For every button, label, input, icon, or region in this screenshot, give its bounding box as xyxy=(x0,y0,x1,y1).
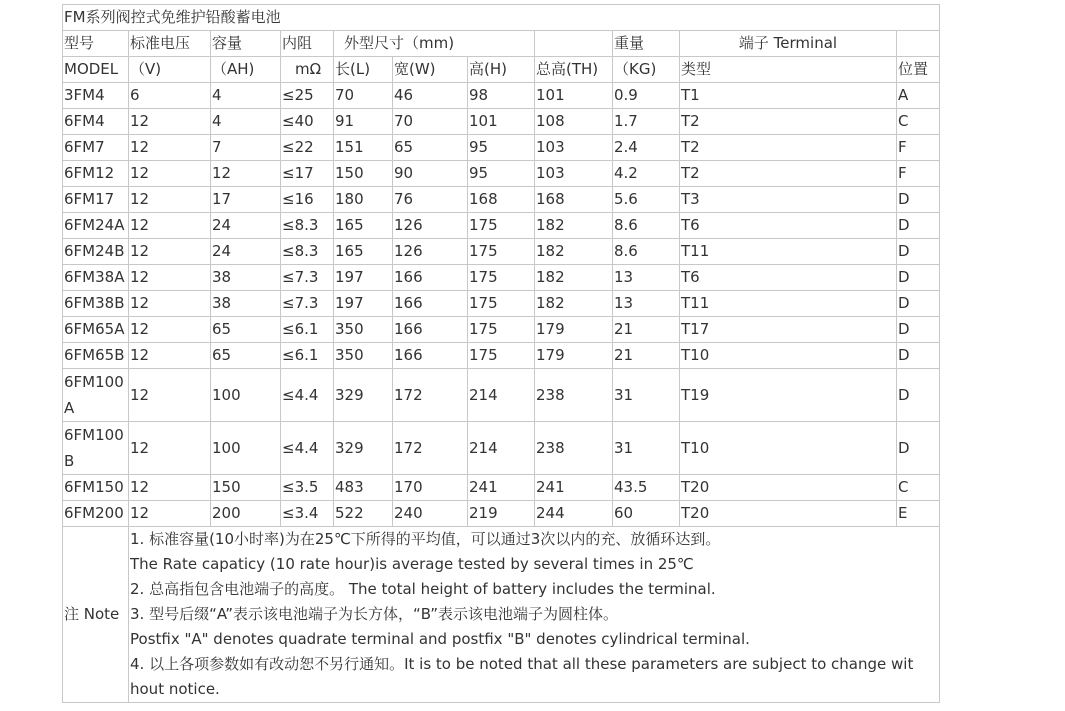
cell-voltage: 12 xyxy=(129,501,211,527)
cell-position: D xyxy=(897,317,940,343)
cell-model: 6FM12 xyxy=(63,161,129,187)
table-row xyxy=(63,135,940,161)
cell-terminal-type: T19 xyxy=(680,369,897,422)
cell-width: 65 xyxy=(393,135,468,161)
cell-capacity: 12 xyxy=(211,161,281,187)
cell-resistance: ≤40 xyxy=(281,109,334,135)
header-blank xyxy=(535,31,613,57)
subheader-resistance: mΩ xyxy=(281,57,334,83)
note-line: 2. 总高指包含电池端子的高度。 The total height of battery includes the terminal. xyxy=(130,580,716,598)
subheader-model: MODEL xyxy=(63,57,129,83)
table-row xyxy=(63,369,940,422)
cell-total-height: 168 xyxy=(535,187,613,213)
cell-position: D xyxy=(897,422,940,475)
cell-capacity: 24 xyxy=(211,239,281,265)
cell-model: 6FM200 xyxy=(63,501,129,527)
note-line: Postfix "A" denotes quadrate terminal and postfix "B" denotes cylindrical terminal. xyxy=(130,630,750,648)
cell-width: 240 xyxy=(393,501,468,527)
cell-model: 6FM17 xyxy=(63,187,129,213)
cell-voltage: 12 xyxy=(129,161,211,187)
cell-height: 214 xyxy=(468,422,535,475)
cell-total-height: 103 xyxy=(535,161,613,187)
cell-height: 98 xyxy=(468,83,535,109)
cell-weight: 0.9 xyxy=(613,83,680,109)
cell-model: 3FM4 xyxy=(63,83,129,109)
cell-voltage: 12 xyxy=(129,291,211,317)
cell-total-height: 179 xyxy=(535,343,613,369)
cell-position: C xyxy=(897,109,940,135)
cell-height: 241 xyxy=(468,475,535,501)
cell-position: D xyxy=(897,343,940,369)
cell-capacity: 24 xyxy=(211,213,281,239)
cell-terminal-type: T17 xyxy=(680,317,897,343)
cell-model: 6FM100A xyxy=(63,369,129,422)
cell-capacity: 100 xyxy=(211,369,281,422)
cell-width: 90 xyxy=(393,161,468,187)
header-terminal: 端子 Terminal xyxy=(680,31,897,57)
cell-terminal-type: T10 xyxy=(680,422,897,475)
note-label: 注 Note xyxy=(63,527,129,703)
cell-voltage: 12 xyxy=(129,422,211,475)
cell-resistance: ≤6.1 xyxy=(281,343,334,369)
cell-voltage: 12 xyxy=(129,187,211,213)
cell-weight: 21 xyxy=(613,317,680,343)
cell-height: 175 xyxy=(468,265,535,291)
subheader-weight: （KG) xyxy=(613,57,680,83)
cell-length: 350 xyxy=(334,317,393,343)
cell-total-height: 101 xyxy=(535,83,613,109)
cell-height: 95 xyxy=(468,135,535,161)
cell-weight: 8.6 xyxy=(613,213,680,239)
header-row-1 xyxy=(63,31,940,57)
cell-height: 175 xyxy=(468,343,535,369)
cell-weight: 31 xyxy=(613,422,680,475)
cell-length: 197 xyxy=(334,291,393,317)
cell-width: 166 xyxy=(393,265,468,291)
cell-total-height: 238 xyxy=(535,369,613,422)
subheader-height: 高(H) xyxy=(468,57,535,83)
cell-position: D xyxy=(897,291,940,317)
cell-resistance: ≤25 xyxy=(281,83,334,109)
cell-weight: 2.4 xyxy=(613,135,680,161)
subheader-width: 宽(W) xyxy=(393,57,468,83)
cell-length: 165 xyxy=(334,213,393,239)
subheader-position: 位置 xyxy=(897,57,940,83)
table-row xyxy=(63,265,940,291)
cell-capacity: 38 xyxy=(211,291,281,317)
cell-terminal-type: T6 xyxy=(680,265,897,291)
cell-model: 6FM7 xyxy=(63,135,129,161)
cell-total-height: 108 xyxy=(535,109,613,135)
cell-length: 522 xyxy=(334,501,393,527)
subheader-length: 长(L) xyxy=(334,57,393,83)
cell-terminal-type: T3 xyxy=(680,187,897,213)
cell-weight: 43.5 xyxy=(613,475,680,501)
cell-total-height: 182 xyxy=(535,265,613,291)
header-capacity: 容量 xyxy=(211,31,281,57)
cell-weight: 31 xyxy=(613,369,680,422)
cell-total-height: 182 xyxy=(535,291,613,317)
cell-width: 166 xyxy=(393,343,468,369)
cell-weight: 60 xyxy=(613,501,680,527)
cell-voltage: 12 xyxy=(129,317,211,343)
cell-resistance: ≤17 xyxy=(281,161,334,187)
cell-voltage: 6 xyxy=(129,83,211,109)
note-line: hout notice. xyxy=(130,680,220,698)
cell-length: 483 xyxy=(334,475,393,501)
notes-row xyxy=(63,527,940,703)
cell-position: D xyxy=(897,239,940,265)
subheader-capacity: （AH) xyxy=(211,57,281,83)
cell-length: 329 xyxy=(334,422,393,475)
cell-weight: 4.2 xyxy=(613,161,680,187)
cell-width: 172 xyxy=(393,369,468,422)
cell-total-height: 182 xyxy=(535,213,613,239)
cell-resistance: ≤4.4 xyxy=(281,422,334,475)
cell-terminal-type: T2 xyxy=(680,161,897,187)
cell-length: 180 xyxy=(334,187,393,213)
table-row xyxy=(63,213,940,239)
cell-resistance: ≤6.1 xyxy=(281,317,334,343)
cell-position: D xyxy=(897,187,940,213)
cell-capacity: 4 xyxy=(211,83,281,109)
header-dimensions: 外型尺寸（mm) xyxy=(334,31,535,57)
cell-height: 101 xyxy=(468,109,535,135)
cell-capacity: 38 xyxy=(211,265,281,291)
cell-weight: 1.7 xyxy=(613,109,680,135)
cell-voltage: 12 xyxy=(129,369,211,422)
cell-position: D xyxy=(897,265,940,291)
cell-capacity: 65 xyxy=(211,343,281,369)
cell-height: 175 xyxy=(468,239,535,265)
cell-weight: 5.6 xyxy=(613,187,680,213)
header-voltage: 标准电压 xyxy=(129,31,211,57)
table-row xyxy=(63,291,940,317)
cell-voltage: 12 xyxy=(129,135,211,161)
header-weight: 重量 xyxy=(613,31,680,57)
cell-length: 151 xyxy=(334,135,393,161)
cell-voltage: 12 xyxy=(129,343,211,369)
cell-position: F xyxy=(897,135,940,161)
cell-width: 126 xyxy=(393,239,468,265)
cell-capacity: 4 xyxy=(211,109,281,135)
cell-position: F xyxy=(897,161,940,187)
cell-total-height: 241 xyxy=(535,475,613,501)
table-row xyxy=(63,422,940,475)
cell-position: C xyxy=(897,475,940,501)
cell-length: 329 xyxy=(334,369,393,422)
table-row xyxy=(63,187,940,213)
cell-model: 6FM24B xyxy=(63,239,129,265)
note-line: The Rate capaticy (10 rate hour)is average tested by several times in 25℃ xyxy=(130,555,694,573)
cell-length: 197 xyxy=(334,265,393,291)
cell-weight: 13 xyxy=(613,265,680,291)
cell-position: E xyxy=(897,501,940,527)
header-model: 型号 xyxy=(63,31,129,57)
cell-resistance: ≤22 xyxy=(281,135,334,161)
cell-width: 126 xyxy=(393,213,468,239)
cell-resistance: ≤3.5 xyxy=(281,475,334,501)
cell-capacity: 7 xyxy=(211,135,281,161)
cell-terminal-type: T6 xyxy=(680,213,897,239)
cell-width: 70 xyxy=(393,109,468,135)
cell-width: 166 xyxy=(393,291,468,317)
cell-height: 214 xyxy=(468,369,535,422)
subheader-total-height: 总高(TH) xyxy=(535,57,613,83)
cell-height: 175 xyxy=(468,213,535,239)
battery-spec-table xyxy=(62,4,940,703)
cell-capacity: 100 xyxy=(211,422,281,475)
cell-width: 170 xyxy=(393,475,468,501)
cell-resistance: ≤3.4 xyxy=(281,501,334,527)
header-resistance: 内阻 xyxy=(281,31,334,57)
table-row xyxy=(63,317,940,343)
cell-length: 70 xyxy=(334,83,393,109)
cell-width: 172 xyxy=(393,422,468,475)
table-row xyxy=(63,501,940,527)
cell-capacity: 200 xyxy=(211,501,281,527)
table-row xyxy=(63,161,940,187)
cell-voltage: 12 xyxy=(129,239,211,265)
cell-model: 6FM24A xyxy=(63,213,129,239)
cell-model: 6FM65A xyxy=(63,317,129,343)
subheader-voltage: （V) xyxy=(129,57,211,83)
table-row xyxy=(63,475,940,501)
cell-terminal-type: T2 xyxy=(680,109,897,135)
cell-height: 175 xyxy=(468,291,535,317)
header-row-2 xyxy=(63,57,940,83)
cell-total-height: 103 xyxy=(535,135,613,161)
cell-length: 91 xyxy=(334,109,393,135)
cell-capacity: 65 xyxy=(211,317,281,343)
cell-resistance: ≤16 xyxy=(281,187,334,213)
cell-voltage: 12 xyxy=(129,475,211,501)
cell-model: 6FM38A xyxy=(63,265,129,291)
cell-model: 6FM100B xyxy=(63,422,129,475)
cell-width: 166 xyxy=(393,317,468,343)
cell-model: 6FM38B xyxy=(63,291,129,317)
cell-model: 6FM65B xyxy=(63,343,129,369)
cell-width: 46 xyxy=(393,83,468,109)
table-row xyxy=(63,239,940,265)
cell-position: A xyxy=(897,83,940,109)
cell-model: 6FM4 xyxy=(63,109,129,135)
note-line: 1. 标准容量(10小时率)为在25℃下所得的平均值，可以通过3次以内的充、放循环达到。 xyxy=(130,530,721,548)
cell-resistance: ≤8.3 xyxy=(281,213,334,239)
notes-cell xyxy=(129,527,940,703)
cell-height: 168 xyxy=(468,187,535,213)
cell-terminal-type: T10 xyxy=(680,343,897,369)
cell-voltage: 12 xyxy=(129,109,211,135)
cell-terminal-type: T11 xyxy=(680,239,897,265)
cell-total-height: 179 xyxy=(535,317,613,343)
cell-voltage: 12 xyxy=(129,265,211,291)
cell-capacity: 150 xyxy=(211,475,281,501)
cell-terminal-type: T11 xyxy=(680,291,897,317)
cell-model: 6FM150 xyxy=(63,475,129,501)
cell-terminal-type: T20 xyxy=(680,501,897,527)
cell-length: 150 xyxy=(334,161,393,187)
table-title: FM系列阀控式免维护铅酸蓄电池 xyxy=(63,5,940,31)
cell-length: 165 xyxy=(334,239,393,265)
cell-terminal-type: T1 xyxy=(680,83,897,109)
table-row xyxy=(63,83,940,109)
cell-height: 175 xyxy=(468,317,535,343)
cell-total-height: 238 xyxy=(535,422,613,475)
subheader-terminal-type: 类型 xyxy=(680,57,897,83)
cell-weight: 8.6 xyxy=(613,239,680,265)
cell-terminal-type: T20 xyxy=(680,475,897,501)
cell-terminal-type: T2 xyxy=(680,135,897,161)
cell-height: 219 xyxy=(468,501,535,527)
cell-height: 95 xyxy=(468,161,535,187)
cell-resistance: ≤4.4 xyxy=(281,369,334,422)
cell-length: 350 xyxy=(334,343,393,369)
cell-capacity: 17 xyxy=(211,187,281,213)
note-line: 3. 型号后缀“A”表示该电池端子为长方体，“B”表示该电池端子为圆柱体。 xyxy=(130,605,619,623)
table-row xyxy=(63,109,940,135)
cell-resistance: ≤7.3 xyxy=(281,291,334,317)
cell-total-height: 182 xyxy=(535,239,613,265)
cell-resistance: ≤7.3 xyxy=(281,265,334,291)
cell-resistance: ≤8.3 xyxy=(281,239,334,265)
table-row xyxy=(63,343,940,369)
header-blank-2 xyxy=(897,31,940,57)
cell-weight: 13 xyxy=(613,291,680,317)
cell-total-height: 244 xyxy=(535,501,613,527)
title-row xyxy=(63,5,940,31)
cell-width: 76 xyxy=(393,187,468,213)
cell-position: D xyxy=(897,213,940,239)
note-line: 4. 以上各项参数如有改动恕不另行通知。It is to be noted that all these parameters are subject to change wit xyxy=(130,655,914,673)
cell-position: D xyxy=(897,369,940,422)
cell-voltage: 12 xyxy=(129,213,211,239)
cell-weight: 21 xyxy=(613,343,680,369)
